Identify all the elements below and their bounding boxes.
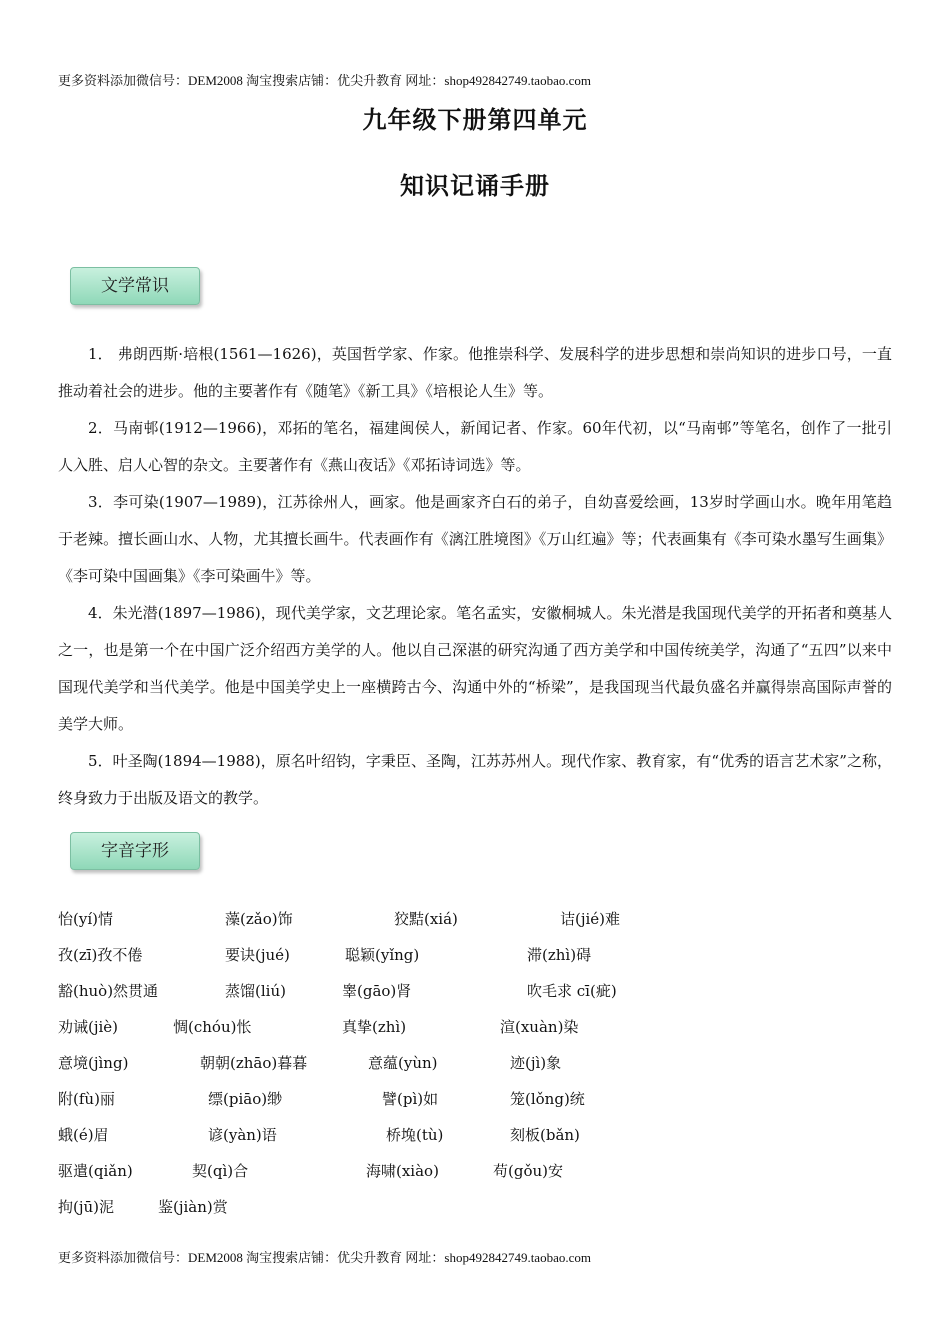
vocab-item: 桥堍(tù) xyxy=(386,1126,444,1144)
vocab-item: 附(fù)丽 xyxy=(58,1090,115,1108)
vocab-item: 豁(huò)然贯通 xyxy=(58,982,159,1000)
page-header: 更多资料添加微信号：DEM2008 淘宝搜索店铺：优尖升教育 网址：shop492842749.taobao.com xyxy=(58,73,591,88)
vocab-item: 狡黠(xiá) xyxy=(394,910,458,928)
page-footer: 更多资料添加微信号：DEM2008 淘宝搜索店铺：优尖升教育 网址：shop492842749.taobao.com xyxy=(58,1250,591,1265)
vocab-item: 朝朝(zhāo)暮暮 xyxy=(200,1054,308,1072)
vocab-item: 意境(jìng) xyxy=(58,1054,129,1072)
vocab-item: 要诀(jué) xyxy=(225,946,290,964)
page-subtitle: 知识记诵手册 xyxy=(400,172,550,200)
vocab-item: 真挚(zhì) xyxy=(342,1018,407,1036)
vocab-item: 谚(yàn)语 xyxy=(208,1126,277,1144)
section-label-literature: 文学常识 xyxy=(70,267,200,305)
vocab-item: 蛾(é)眉 xyxy=(58,1126,109,1144)
vocab-item: 驱遣(qiǎn) xyxy=(58,1162,133,1180)
vocab-item: 海啸(xiào) xyxy=(366,1162,439,1180)
vocab-item: 笼(lǒng)统 xyxy=(510,1090,585,1108)
paragraph-ye-shengtao: 5．叶圣陶(1894—1988)，原名叶绍钧，字秉臣、圣陶，江苏苏州人。现代作家、教育家，有“优秀的语言艺术家”之称，终身致力于出版及语文的教学。 xyxy=(58,752,892,807)
section-label-pronunciation: 字音字形 xyxy=(70,832,200,870)
vocab-item: 渲(xuàn)染 xyxy=(500,1018,579,1036)
vocab-item: 睾(gāo)肾 xyxy=(342,982,412,1000)
vocab-item: 孜(zī)孜不倦 xyxy=(58,946,143,964)
vocab-item: 诘(jié)难 xyxy=(560,910,621,928)
paragraph-zhu-guangqian: 4．朱光潜(1897—1986)，现代美学家，文艺理论家。笔名孟实，安徽桐城人。朱光潜是我国现代美学的开拓者和奠基人之一，也是第一个在中国广泛介绍西方美学的人。他以自己深湛的研究沟通了西方美学和中国传统美学，沟通了“五四”以来中国现代美学和当代美学。他是中国美学史上一座横跨古今、沟通中外的“桥梁”，是我国现当代最负盛名并赢得崇高国际声誉的美学大师。 xyxy=(58,604,892,733)
vocab-item: 譬(pì)如 xyxy=(382,1090,439,1108)
vocab-item: 拘(jū)泥 xyxy=(58,1198,115,1216)
vocab-item: 劝诫(jiè) xyxy=(58,1018,119,1036)
paragraph-li-keran: 3．李可染(1907—1989)，江苏徐州人，画家。他是画家齐白石的弟子，自幼喜爱绘画，13岁时学画山水。晚年用笔趋于老辣。擅长画山水、人物，尤其擅长画牛。代表画作有《漓江胜境图》《万山红遍》等；代表画集有《李可染水墨写生画集》《李可染中国画集》《李可染画牛》等。 xyxy=(58,493,892,585)
vocab-item: 吹毛求 cī(疵) xyxy=(527,982,617,1000)
vocab-item: 滞(zhì)碍 xyxy=(527,946,592,964)
vocab-item: 意蕴(yùn) xyxy=(368,1054,438,1072)
vocab-item: 刻板(bǎn) xyxy=(510,1126,580,1144)
vocab-item: 契(qì)合 xyxy=(192,1162,249,1180)
vocab-item: 缥(piāo)缈 xyxy=(208,1090,283,1108)
paragraph-ma-nancun: 2．马南邨(1912—1966)，邓拓的笔名，福建闽侯人，新闻记者、作家。60年代初，以“马南邨”等笔名，创作了一批引人入胜、启人心智的杂文。主要著作有《燕山夜话》《邓拓诗词选》等。 xyxy=(58,419,892,474)
literature-paragraphs xyxy=(58,336,892,817)
vocab-item: 迹(jì)象 xyxy=(510,1054,562,1072)
vocab-item: 惆(chóu)怅 xyxy=(173,1018,252,1036)
vocab-item: 聪颖(yǐng) xyxy=(345,946,420,964)
vocab-item: 鉴(jiàn)赏 xyxy=(158,1198,228,1216)
paragraph-bacon: 1． 弗朗西斯·培根(1561—1626)，英国哲学家、作家。他推崇科学、发展科学的进步思想和崇尚知识的进步口号，一直推动着社会的进步。他的主要著作有《随笔》《新工具》《培根论人生》等。 xyxy=(58,345,892,400)
vocab-item: 蒸馏(liú) xyxy=(225,982,286,1000)
vocab-item: 苟(gǒu)安 xyxy=(493,1162,563,1180)
vocab-item: 怡(yí)情 xyxy=(58,910,113,928)
page-title: 九年级下册第四单元 xyxy=(362,106,588,134)
vocab-item: 藻(zǎo)饰 xyxy=(225,910,293,928)
